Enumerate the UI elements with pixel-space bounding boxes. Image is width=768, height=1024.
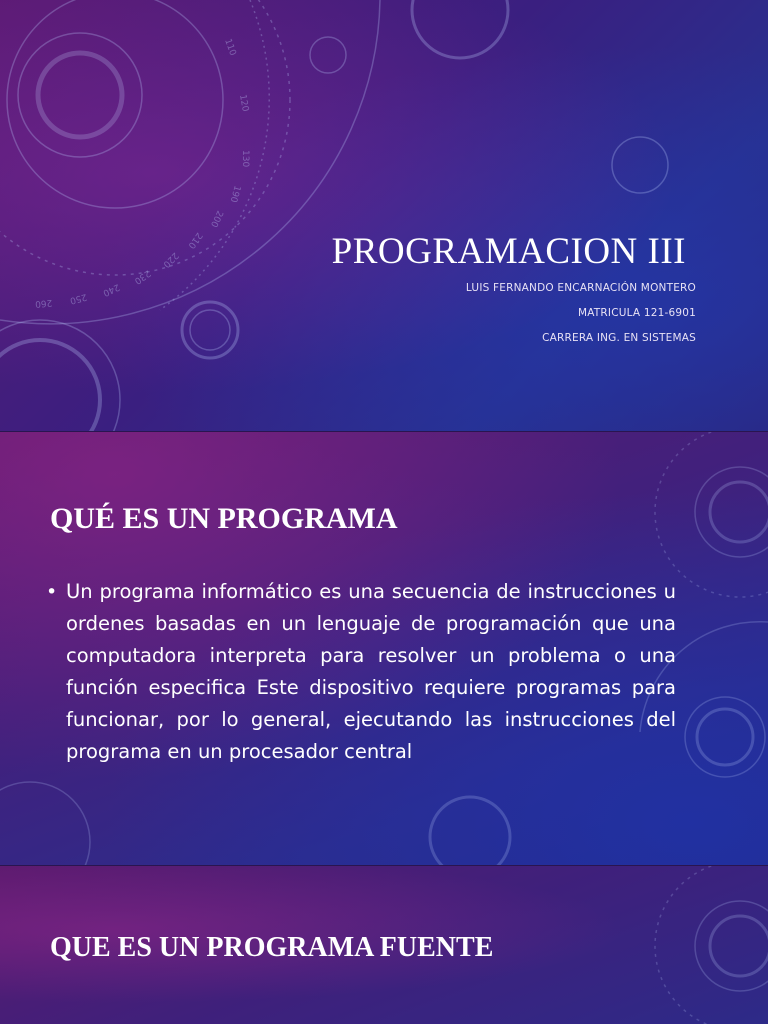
slide-heading: QUÉ ES UN PROGRAMA [50, 502, 398, 535]
title-slide [0, 0, 768, 432]
dial-tick: 110 [222, 37, 238, 58]
carrera-text: CARRERA ING. EN SISTEMAS [542, 332, 696, 344]
dial-tick: 120 [237, 93, 250, 113]
next-slide [0, 866, 768, 1024]
circuit-decoration [0, 0, 768, 432]
dial-tick: 220 [160, 249, 180, 270]
dial-tick: 260 [34, 297, 53, 309]
bullet-list [44, 576, 676, 768]
presentation-title: PROGRAMACION III [331, 231, 686, 272]
slide-heading: QUE ES UN PROGRAMA FUENTE [50, 932, 494, 963]
matricula-text: MATRICULA 121-6901 [577, 307, 696, 319]
content-slide [0, 432, 768, 866]
dial-tick: 130 [240, 150, 250, 168]
dial-tick: 210 [185, 230, 204, 251]
bullet-text: Un programa informático es una secuencia de instrucciones u ordenes basadas en un lenguaje de programación que una computadora interpreta para resolver un problema o una función especifica Este dispositivo requiere programas para funcionar, por lo general, ejecutando las instrucciones del programa en un procesador central [66, 580, 676, 763]
dial-tick: 240 [101, 281, 121, 298]
dial-tick: 250 [68, 291, 88, 306]
list-item [44, 576, 676, 768]
dial-tick: 190 [227, 184, 242, 204]
author-name: LUIS FERNANDO ENCARNACIÓN MONTERO [465, 282, 696, 294]
dial-tick: 230 [132, 267, 153, 286]
dial-tick: 200 [208, 208, 225, 229]
bullet-icon: • [46, 581, 58, 603]
